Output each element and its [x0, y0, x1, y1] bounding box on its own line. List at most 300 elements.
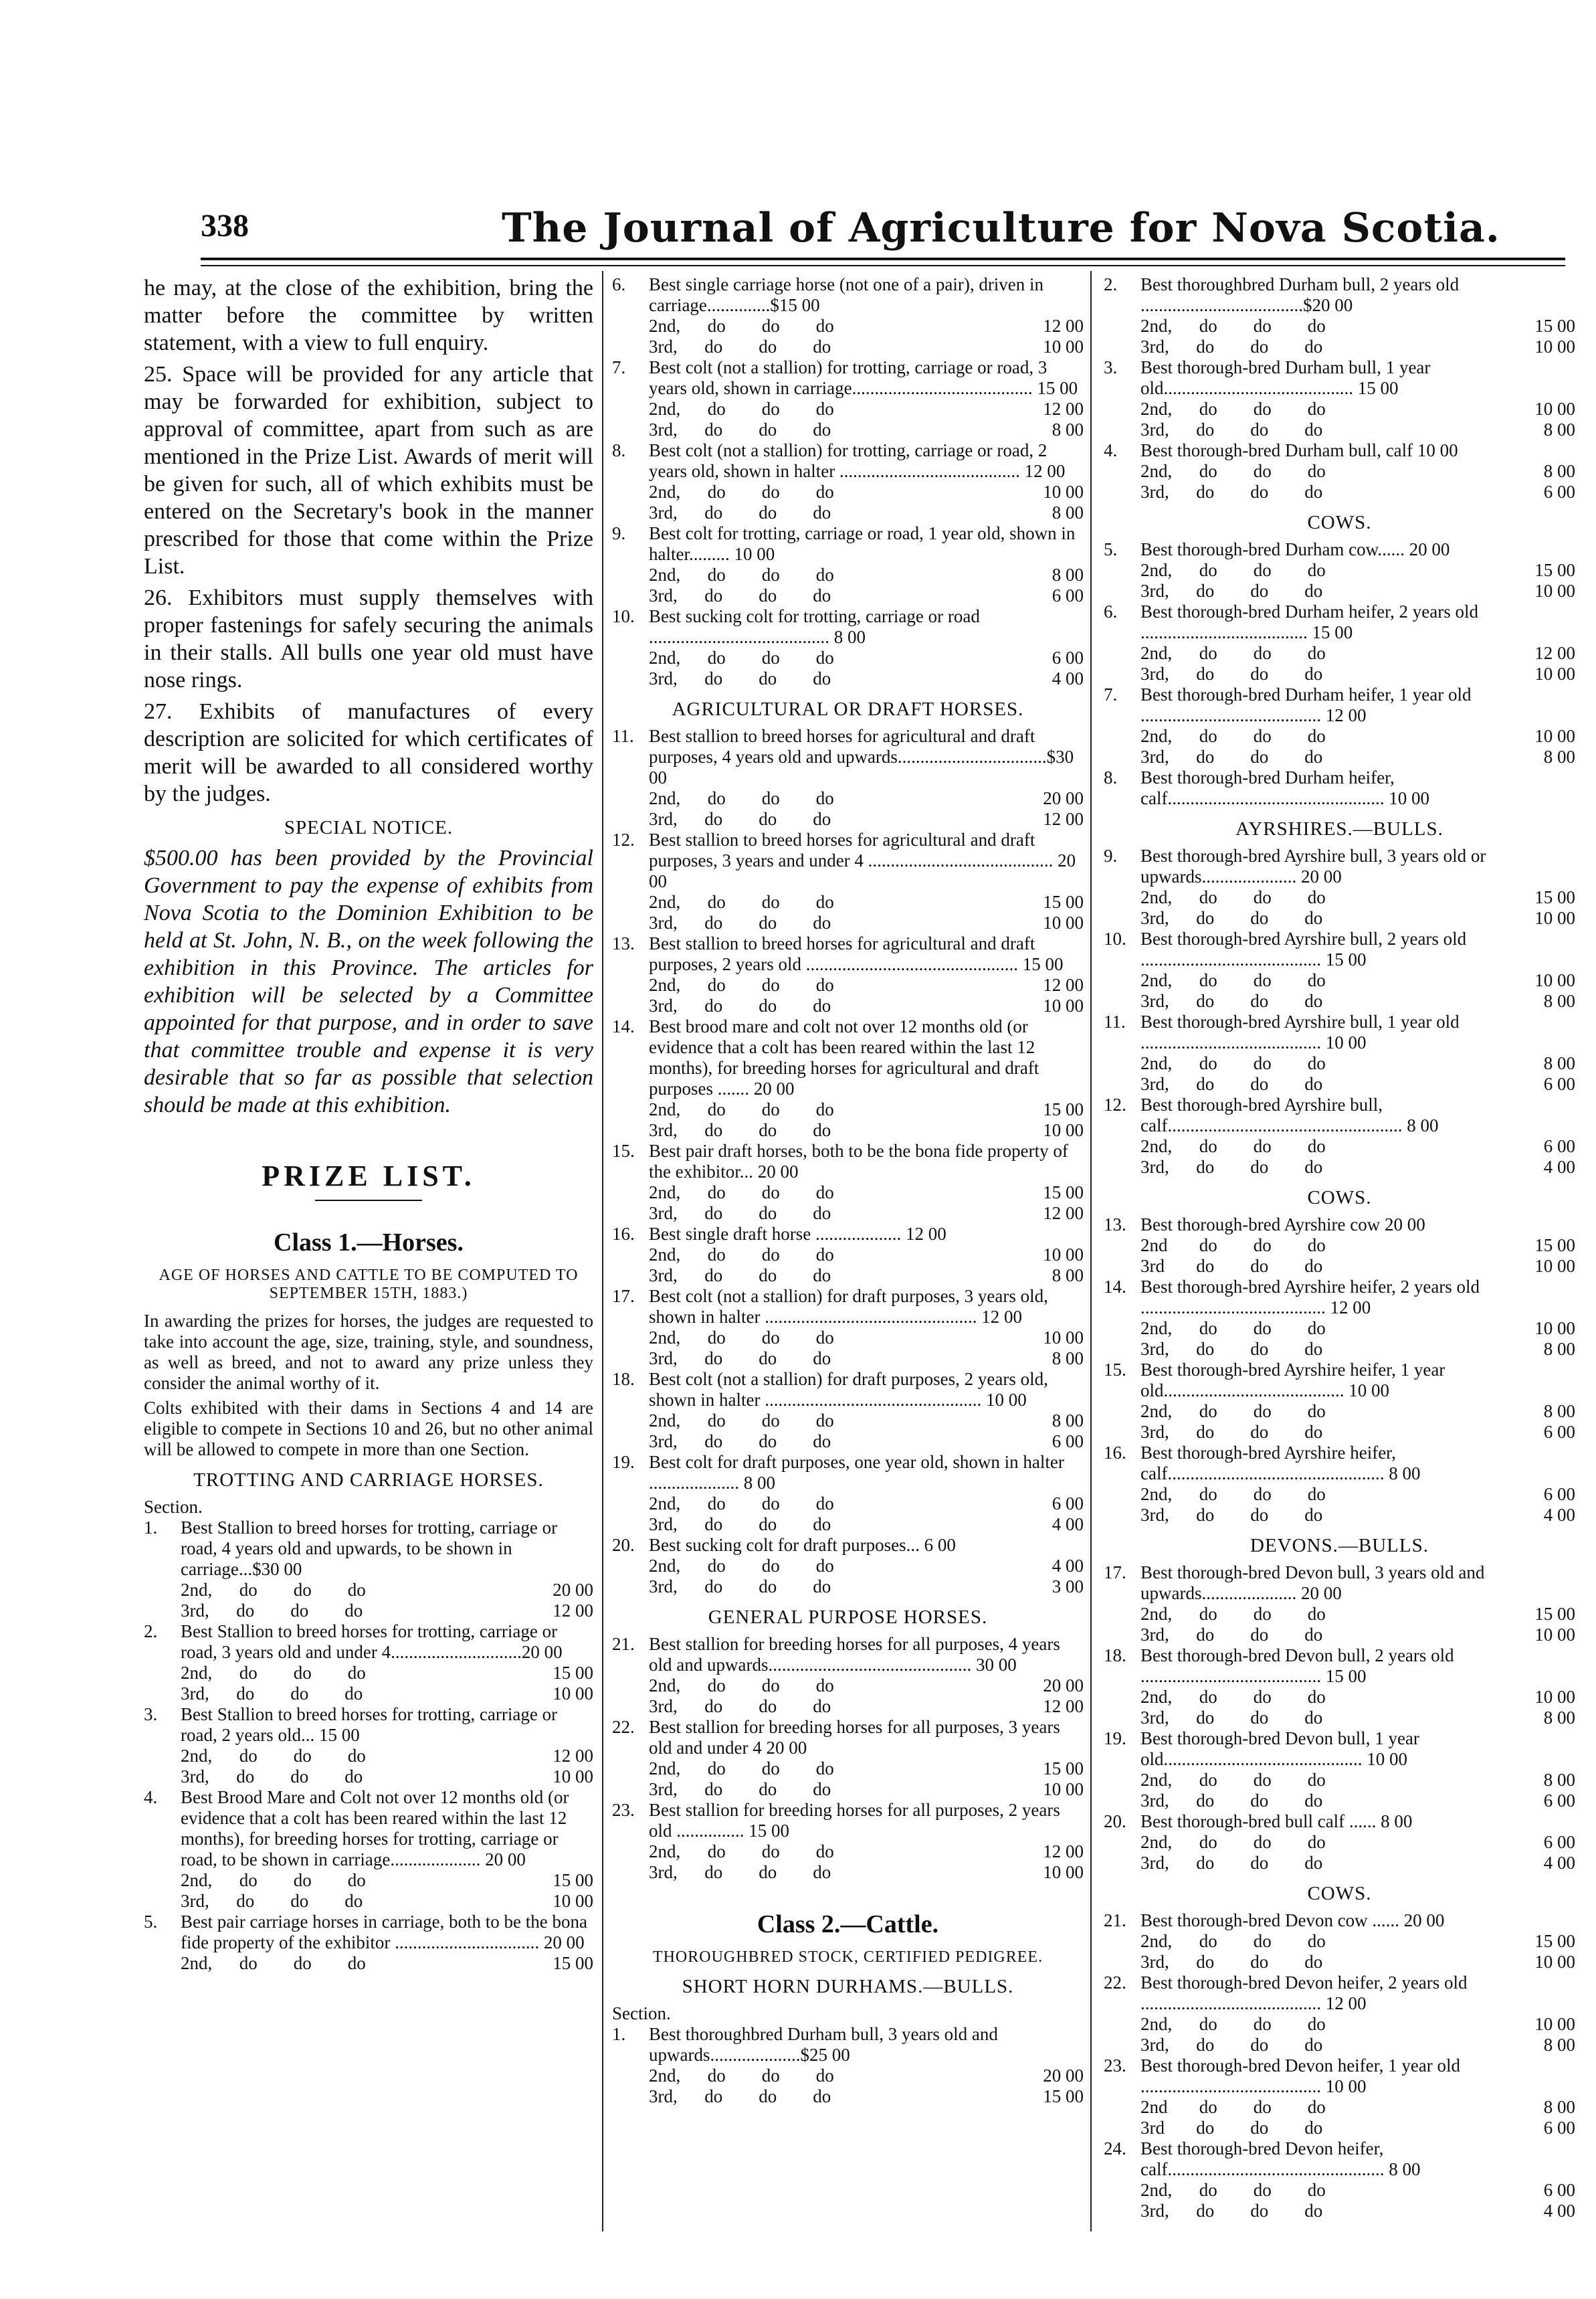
prize-row — [612, 1203, 1084, 1224]
prize-amount: 12 00 — [553, 1746, 593, 1766]
entry-number: 22. — [1104, 1972, 1126, 1993]
entry-number: 4. — [1104, 440, 1118, 460]
entry-text: Best colt (not a stallion) for draft purposes, 2 years old, shown in halter ................................................ 10 00 — [649, 1369, 1048, 1410]
entry-number: 18. — [1104, 1645, 1126, 1665]
prize-rank: 2nd, do do do — [1140, 1053, 1326, 1073]
prize-rank: 2nd, do do do — [1140, 1832, 1326, 1852]
entry-number: 8. — [612, 440, 626, 460]
journal-title: The Journal of Agriculture for Nova Scotia. — [502, 205, 1500, 252]
cows-heading: COWS. — [1307, 512, 1372, 533]
prize-amount: 10 00 — [1043, 1327, 1084, 1348]
entry-text: Best thorough-bred bull calf ...... 8 00 — [1140, 1811, 1413, 1831]
prize-rank: 3rd, do do do — [1140, 1157, 1323, 1177]
prize-row — [1104, 664, 1575, 684]
prize-entry — [612, 1452, 1084, 1493]
prize-entry — [144, 1787, 593, 1870]
prize-rank: 2nd, do do do — [1140, 2014, 1326, 2034]
prize-row — [144, 1870, 593, 1891]
rule-26: 26. Exhibitors must supply themselves with proper fastenings for safely securing the animals in their stalls. All bulls one year old must have nose rings. — [144, 585, 593, 693]
prize-rank: 3rd, do do do — [1140, 908, 1323, 928]
entry-text: Best colt for trotting, carriage or road, 1 year old, shown in halter......... 10 00 — [649, 523, 1076, 564]
prize-row — [612, 2086, 1084, 2107]
prize-rank: 3rd, do do do — [181, 1683, 363, 1704]
prize-row — [1104, 2118, 1575, 2138]
prize-row — [1104, 581, 1575, 602]
prize-entry — [612, 1141, 1084, 1182]
entry-text: Best stallion for breeding horses for all purposes, 4 years old and upwards............................................. 30 00 — [649, 1634, 1060, 1675]
prize-rank: 2nd do do do — [1140, 1235, 1326, 1255]
prize-rank: 3rd, do do do — [649, 1431, 831, 1451]
prize-rank: 2nd, do do do — [649, 1182, 834, 1202]
prize-row — [612, 1576, 1084, 1597]
prize-rank: 2nd, do do do — [1140, 560, 1326, 580]
entry-number: 4. — [144, 1787, 158, 1807]
prize-row — [612, 1265, 1084, 1286]
prize-rank: 3rd, do do do — [1140, 991, 1323, 1011]
prize-amount: 10 00 — [1534, 2014, 1575, 2034]
prize-rank: 3rd, do do do — [649, 1265, 831, 1285]
prize-row — [1104, 1157, 1575, 1178]
prize-row — [612, 668, 1084, 689]
prize-amount: 8 00 — [1543, 2097, 1575, 2117]
prize-amount: 8 00 — [1543, 1401, 1575, 1421]
entry-text: Best thorough-bred Ayrshire heifer, 1 year old........................................ 10 00 — [1140, 1360, 1445, 1400]
entry-text: Best thorough-bred Ayrshire cow 20 00 — [1140, 1214, 1425, 1234]
entry-number: 7. — [612, 357, 626, 377]
prize-rank: 2nd, do do do — [1140, 1770, 1326, 1790]
entry-text: Best thorough-bred Ayrshire bull, 1 year old ........................................ 10 00 — [1140, 1012, 1460, 1052]
prize-amount: 15 00 — [1534, 1931, 1575, 1951]
prize-entry — [612, 1535, 1084, 1556]
prize-row — [612, 1841, 1084, 1862]
prize-rank: 3rd do do do — [1140, 1256, 1323, 1276]
prize-rank: 3rd, do do do — [1140, 664, 1323, 684]
entry-text: Best thorough-bred Durham bull, 1 year old.......................................... 15 00 — [1140, 357, 1431, 398]
prize-amount: 6 00 — [1052, 648, 1084, 668]
prize-rank: 3rd, do do do — [1140, 2201, 1323, 2221]
prize-row — [612, 1675, 1084, 1696]
prize-amount: 12 00 — [553, 1600, 593, 1621]
prize-entry — [1104, 1972, 1575, 2014]
prize-amount: 4 00 — [1052, 668, 1084, 688]
entry-text: Best thorough-bred Devon bull, 1 year old............................................ 10 00 — [1140, 1728, 1419, 1769]
prize-entry — [144, 1912, 593, 1953]
entry-number: 9. — [612, 523, 626, 543]
prize-row — [1104, 908, 1575, 929]
divider — [315, 1200, 422, 1201]
prize-amount: 6 00 — [1543, 1136, 1575, 1156]
prize-amount: 8 00 — [1543, 2035, 1575, 2055]
prize-row — [1104, 482, 1575, 502]
prize-amount: 12 00 — [1043, 399, 1084, 419]
entry-text: Best thorough-bred Ayrshire heifer, 2 years old ......................................... 12 00 — [1140, 1277, 1480, 1317]
entry-text: Best thorough-bred Ayrshire heifer, calf................................................ 8 00 — [1140, 1443, 1421, 1483]
prize-row — [612, 1758, 1084, 1779]
prize-row — [612, 1779, 1084, 1800]
prize-row — [1104, 399, 1575, 420]
prize-amount: 10 00 — [1043, 996, 1084, 1016]
prize-rank: 2nd, do do do — [649, 482, 834, 502]
prize-row — [612, 913, 1084, 933]
prize-row — [612, 585, 1084, 606]
prize-rank: 2nd, do do do — [1140, 643, 1326, 663]
prize-rank: 2nd, do do do — [181, 1746, 366, 1766]
prize-entry — [1104, 767, 1575, 809]
prize-row — [1104, 316, 1575, 337]
prize-entry — [612, 1634, 1084, 1675]
prize-rank: 3rd, do do do — [649, 337, 831, 357]
prize-rank: 3rd, do do do — [649, 1120, 831, 1140]
prize-amount: 12 00 — [1043, 1696, 1084, 1716]
entry-text: Best stallion to breed horses for agricultural and draft purposes, 4 years old and upwards.................................$30 00 — [649, 726, 1074, 788]
shorthorn-heading: SHORT HORN DURHAMS.—BULLS. — [682, 1976, 1014, 1997]
prize-amount: 15 00 — [1534, 1235, 1575, 1255]
draft-entries — [612, 726, 1084, 1597]
prize-row — [612, 1556, 1084, 1576]
prize-amount: 12 00 — [1043, 1841, 1084, 1861]
prize-entry — [612, 523, 1084, 565]
prize-rank: 2nd, do do do — [1140, 1484, 1326, 1504]
entry-number: 3. — [1104, 357, 1118, 377]
prize-amount: 8 00 — [1543, 1339, 1575, 1359]
entry-number: 16. — [1104, 1443, 1126, 1463]
prize-row — [1104, 1853, 1575, 1873]
entry-text: Best colt for draft purposes, one year old, shown in halter .................... 8 00 — [649, 1452, 1064, 1493]
entry-number: 20. — [612, 1535, 635, 1555]
prize-entry — [612, 1016, 1084, 1099]
prize-rank: 2nd, do do do — [181, 1580, 366, 1600]
prize-amount: 6 00 — [1543, 1790, 1575, 1811]
prize-rank: 3rd, do do do — [1140, 1074, 1323, 1094]
entry-number: 19. — [1104, 1728, 1126, 1748]
prize-rank: 3rd do do do — [1140, 2118, 1323, 2138]
prize-entry — [1104, 1012, 1575, 1053]
prize-entry — [1104, 1645, 1575, 1687]
entry-number: 3. — [144, 1704, 158, 1724]
prize-rank: 3rd, do do do — [649, 1779, 831, 1799]
prize-row — [1104, 2035, 1575, 2055]
prize-rank: 3rd, do do do — [1140, 2035, 1323, 2055]
prize-rank: 2nd, do do do — [1140, 1604, 1326, 1624]
prize-row — [612, 1245, 1084, 1265]
prize-rank: 3rd, do do do — [649, 809, 831, 829]
prize-rank: 3rd, do do do — [1140, 337, 1323, 357]
prize-amount: 10 00 — [1534, 1318, 1575, 1338]
prize-row — [1104, 1832, 1575, 1853]
prize-rank: 2nd, do do do — [181, 1663, 366, 1683]
prize-amount: 20 00 — [1043, 2065, 1084, 2086]
entry-text: Best stallion for breeding horses for all purposes, 2 years old ............... 15 00 — [649, 1800, 1060, 1841]
entry-number: 14. — [612, 1016, 635, 1036]
entry-number: 2. — [144, 1621, 158, 1641]
entry-number: 22. — [612, 1717, 635, 1737]
prize-amount: 10 00 — [1043, 1779, 1084, 1799]
entry-text: Best thorough-bred Devon bull, 3 years old and upwards..................... 20 00 — [1140, 1562, 1485, 1603]
prize-rank: 3rd, do do do — [649, 1348, 831, 1368]
prize-amount: 4 00 — [1052, 1556, 1084, 1576]
prize-amount: 8 00 — [1052, 1265, 1084, 1285]
prize-rank: 3rd, do do do — [181, 1891, 363, 1911]
prize-amount: 15 00 — [553, 1663, 593, 1683]
entry-number: 12. — [612, 830, 635, 850]
entry-text: Best stallion to breed horses for agricultural and draft purposes, 3 years and under 4 ......................................... 20 00 — [649, 830, 1076, 891]
entry-number: 17. — [1104, 1562, 1126, 1582]
prize-row — [612, 565, 1084, 585]
prize-row — [1104, 2201, 1575, 2221]
entry-text: Best pair draft horses, both to be the bona fide property of the exhibitor... 20 00 — [649, 1141, 1068, 1182]
column-divider — [602, 271, 603, 2231]
prize-rank: 2nd, do do do — [649, 1675, 834, 1695]
prize-rank: 2nd, do do do — [1140, 1687, 1326, 1707]
prize-amount: 10 00 — [1043, 1862, 1084, 1882]
prize-amount: 6 00 — [1543, 482, 1575, 502]
prize-row — [612, 1431, 1084, 1452]
prize-rank: 3rd, do do do — [1140, 482, 1323, 502]
section-label: Section. — [612, 2003, 671, 2023]
special-notice-text: $500.00 has been provided by the Provincial Government to pay the expense of exhibits from Nova Scotia to the Dominion Exhibition to be held at St. John, N. B., on the week following the exhibition in this Province. The articles for exhibition will be selected by a Committee appointed for that purpose, and in order to save that committee trouble and expense it is very desirable that so far as possible that selection should be made at this exhibition. — [144, 846, 593, 1117]
prize-row — [1104, 887, 1575, 908]
prize-rank: 3rd, do do do — [1140, 1505, 1323, 1525]
prize-amount: 15 00 — [1043, 1182, 1084, 1202]
entry-number: 10. — [1104, 929, 1126, 949]
entry-text: Best Stallion to breed horses for trotting, carriage or road, 3 years old and under 4.............................20 00 — [181, 1621, 563, 1662]
header-rule-thin — [201, 265, 1565, 266]
prize-amount: 10 00 — [1043, 337, 1084, 357]
prize-rank: 3rd, do do do — [1140, 1952, 1323, 1972]
prize-entry — [1104, 1360, 1575, 1401]
prize-rank: 3rd, do do do — [649, 2086, 831, 2106]
prize-row — [1104, 420, 1575, 440]
entry-text: Best sucking colt for draft purposes... 6 00 — [649, 1535, 956, 1555]
agricultural-heading: AGRICULTURAL OR DRAFT HORSES. — [672, 699, 1024, 720]
cows-heading: COWS. — [1307, 1187, 1372, 1208]
entry-number: 19. — [612, 1452, 635, 1472]
prize-row — [144, 1746, 593, 1766]
prize-row — [612, 809, 1084, 830]
prize-entry — [612, 1286, 1084, 1327]
prize-amount: 6 00 — [1543, 1832, 1575, 1852]
prize-row — [612, 502, 1084, 523]
prize-rank: 2nd, do do do — [1140, 970, 1326, 990]
prize-amount: 10 00 — [1534, 1625, 1575, 1645]
prize-rank: 2nd, do do do — [1140, 1931, 1326, 1951]
prize-amount: 15 00 — [1534, 1604, 1575, 1624]
prize-rank: 2nd, do do do — [649, 975, 834, 995]
prize-entry — [1104, 1443, 1575, 1484]
prize-amount: 4 00 — [1543, 1853, 1575, 1873]
prize-row — [1104, 1235, 1575, 1256]
prize-row — [144, 1580, 593, 1600]
prize-rank: 2nd, do do do — [649, 1245, 834, 1265]
prize-row — [612, 975, 1084, 996]
section-label: Section. — [144, 1497, 203, 1517]
prize-row — [1104, 970, 1575, 991]
entry-number: 15. — [1104, 1360, 1126, 1380]
entry-number: 17. — [612, 1286, 635, 1306]
prize-rank: 2nd, do do do — [649, 1841, 834, 1861]
prize-row — [144, 1683, 593, 1704]
devon-cow-entries — [1104, 1910, 1575, 2221]
prize-row — [1104, 337, 1575, 357]
prize-entry — [1104, 2055, 1575, 2097]
prize-amount: 15 00 — [1534, 560, 1575, 580]
entry-text: Best thorough-bred Durham heifer, 1 year old ........................................ 12 00 — [1140, 684, 1472, 725]
prize-amount: 6 00 — [1052, 585, 1084, 606]
carriage-entries — [612, 274, 1084, 689]
prize-amount: 20 00 — [1043, 1675, 1084, 1695]
prize-row — [1104, 560, 1575, 581]
prize-amount: 12 00 — [1043, 316, 1084, 336]
ayrshire-cow-entries — [1104, 1214, 1575, 1526]
prize-entry — [1104, 357, 1575, 399]
special-notice-heading: SPECIAL NOTICE. — [284, 817, 454, 838]
prize-rank: 3rd, do do do — [649, 585, 831, 606]
prize-entry — [144, 1704, 593, 1746]
prize-row — [1104, 1505, 1575, 1526]
prize-row — [612, 996, 1084, 1016]
prize-row — [1104, 1136, 1575, 1157]
prize-rank: 3rd, do do do — [1140, 747, 1323, 767]
prize-rank: 3rd, do do do — [649, 913, 831, 933]
entry-number: 15. — [612, 1141, 635, 1161]
prize-entry — [1104, 1562, 1575, 1604]
prize-rank: 2nd, do do do — [649, 648, 834, 668]
column-divider — [1090, 271, 1092, 2231]
prize-amount: 4 00 — [1052, 1514, 1084, 1534]
page-number: 338 — [201, 208, 249, 244]
entry-text: Best Stallion to breed horses for trotting, carriage or road, 4 years old and upwards, to be shown in carriage...$30 00 — [181, 1518, 558, 1579]
prize-amount: 12 00 — [1043, 975, 1084, 995]
prize-row — [612, 337, 1084, 357]
entry-text: Best thorough-bred Devon heifer, calf................................................ 8 00 — [1140, 2138, 1421, 2179]
prize-list-title: PRIZE LIST. — [262, 1160, 476, 1192]
prize-amount: 12 00 — [1043, 1203, 1084, 1223]
prize-row — [1104, 747, 1575, 767]
prize-entry — [1104, 539, 1575, 560]
prize-rank: 2nd, do do do — [649, 788, 834, 808]
prize-rank: 2nd do do do — [1140, 2097, 1326, 2117]
prize-row — [1104, 1931, 1575, 1952]
prize-row — [612, 1514, 1084, 1535]
prize-rank: 3rd, do do do — [181, 1600, 363, 1621]
prize-row — [612, 648, 1084, 668]
prize-amount: 20 00 — [1043, 788, 1084, 808]
prize-rank: 2nd, do do do — [1140, 887, 1326, 907]
prize-amount: 6 00 — [1543, 2180, 1575, 2200]
prize-rank: 2nd, do do do — [1140, 461, 1326, 481]
entry-number: 8. — [1104, 767, 1118, 788]
general-purpose-heading: GENERAL PURPOSE HORSES. — [708, 1606, 988, 1628]
prize-rank: 3rd, do do do — [1140, 1708, 1323, 1728]
prize-rank: 3rd, do do do — [649, 420, 831, 440]
page-header — [201, 201, 1565, 261]
entry-text: Best thorough-bred Durham heifer, 2 years old ..................................... 15 00 — [1140, 602, 1479, 642]
prize-amount: 10 00 — [1534, 1687, 1575, 1707]
entry-number: 11. — [612, 726, 634, 746]
judging-note: In awarding the prizes for horses, the judges are requested to take into account the age, size, training, style, and soundness, as well as breed, and not to award any prize unless they consider the animal worthy of it. — [144, 1311, 593, 1393]
thoroughbred-note: THOROUGHBRED STOCK, CERTIFIED PEDIGREE. — [652, 1948, 1043, 1966]
prize-entry — [1104, 1811, 1575, 1832]
entry-number: 20. — [1104, 1811, 1126, 1831]
prize-rank: 2nd, do do do — [649, 1410, 834, 1431]
prize-rank: 3rd, do do do — [649, 1862, 831, 1882]
prize-amount: 15 00 — [1534, 316, 1575, 336]
entry-text: Best thorough-bred Durham bull, calf 10 00 — [1140, 440, 1458, 460]
prize-amount: 8 00 — [1543, 747, 1575, 767]
prize-rank: 3rd, do do do — [649, 1514, 831, 1534]
prize-rank: 2nd, do do do — [649, 316, 834, 336]
prize-row — [612, 1696, 1084, 1717]
prize-row — [1104, 1256, 1575, 1277]
prize-entry — [1104, 1910, 1575, 1931]
prize-entry — [1104, 274, 1575, 316]
prize-rank: 3rd, do do do — [649, 1203, 831, 1223]
prize-row — [1104, 1625, 1575, 1645]
prize-amount: 15 00 — [1043, 892, 1084, 912]
prize-row — [612, 1862, 1084, 1883]
prize-entry — [1104, 1095, 1575, 1136]
prize-amount: 8 00 — [1543, 1708, 1575, 1728]
rule-25: 25. Space will be provided for any article that may be forwarded for exhibition, subject to approval of committee, apart from such as are mentioned in the Prize List. Awards of merit will be given for such, all of which exhibits must be entered on the Secretary's book in the manner prescribed for those that come within the Prize List. — [144, 362, 593, 579]
prize-entry — [612, 274, 1084, 316]
prize-amount: 15 00 — [1534, 887, 1575, 907]
prize-amount: 12 00 — [1043, 809, 1084, 829]
entry-number: 2. — [1104, 274, 1118, 294]
prize-amount: 6 00 — [1543, 1422, 1575, 1442]
entry-text: Best Stallion to breed horses for trotting, carriage or road, 2 years old... 15 00 — [181, 1704, 558, 1745]
prize-entry — [1104, 602, 1575, 643]
prize-entry — [1104, 846, 1575, 887]
prize-entry — [144, 1621, 593, 1663]
prize-rank: 2nd, do do do — [181, 1953, 366, 1973]
prize-amount: 8 00 — [1052, 565, 1084, 585]
devons-heading: DEVONS.—BULLS. — [1250, 1535, 1429, 1556]
prize-entry — [144, 1518, 593, 1580]
entry-number: 13. — [1104, 1214, 1126, 1234]
prize-rank: 2nd, do do do — [649, 1556, 834, 1576]
prize-amount: 8 00 — [1543, 1770, 1575, 1790]
prize-row — [612, 892, 1084, 913]
entry-number: 18. — [612, 1369, 635, 1389]
prize-amount: 15 00 — [1043, 1758, 1084, 1778]
class-2-title: Class 2.—Cattle. — [757, 1910, 939, 1938]
prize-row — [1104, 1952, 1575, 1972]
entry-number: 5. — [144, 1912, 158, 1932]
prize-row — [144, 1663, 593, 1683]
prize-row — [612, 316, 1084, 337]
prize-rank: 3rd, do do do — [1140, 1625, 1323, 1645]
prize-entry — [612, 933, 1084, 975]
prize-amount: 10 00 — [553, 1891, 593, 1911]
prize-row — [1104, 1770, 1575, 1790]
column-2 — [612, 274, 1084, 2107]
column-3 — [1104, 274, 1575, 2221]
prize-rank: 3rd, do do do — [649, 1576, 831, 1596]
entry-number: 23. — [1104, 2055, 1126, 2076]
prize-entry — [1104, 929, 1575, 970]
general-entries — [612, 1634, 1084, 1883]
prize-rank: 3rd, do do do — [1140, 1790, 1323, 1811]
prize-row — [1104, 1401, 1575, 1422]
entry-number: 7. — [1104, 684, 1118, 705]
entry-text: Best thorough-bred Devon cow ...... 20 00 — [1140, 1910, 1445, 1930]
prize-amount: 6 00 — [1543, 1074, 1575, 1094]
age-note: AGE OF HORSES AND CATTLE TO BE COMPUTED TO SEPTEMBER 15TH, 1883.) — [159, 1267, 579, 1302]
prize-rank: 3rd, do do do — [649, 502, 831, 523]
prize-row — [612, 1348, 1084, 1369]
entry-number: 14. — [1104, 1277, 1126, 1297]
prize-entry — [1104, 440, 1575, 461]
